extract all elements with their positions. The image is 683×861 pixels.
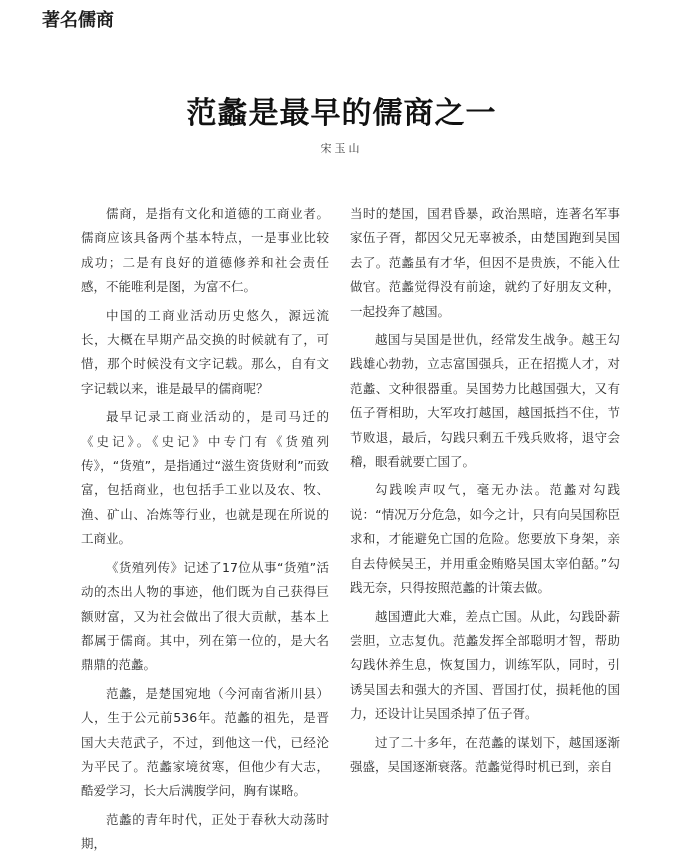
left-column bbox=[81, 202, 329, 861]
paragraph: 勾践唉声叹气，毫无办法。范蠡对勾践说：“情况万分危急，如今之计，只有向吴国称臣求和，才能避免亡国的危险。您要放下身架，亲自去侍候吴王，并用重金贿赂吴国太宰伯嚭。”勾践无奈，只得按照范蠡的计策去做。 bbox=[350, 482, 620, 596]
paragraph: 越国与吴国是世仇，经常发生战争。越王勾践雄心勃勃，立志富国强兵，正在招揽人才，对范蠡、文种很器重。吴国势力比越国强大，又有伍子胥相助，大军攻打越国，越国抵挡不住，节节败退，最后，勾践只剩五千残兵败将，退守会稽，眼看就要亡国了。 bbox=[350, 332, 620, 470]
section-label: 著名儒商 bbox=[42, 10, 114, 31]
paragraph: 当时的楚国，国君昏暴，政治黑暗，连著名军事家伍子胥，都因父兄无辜被杀，由楚国跑到吴国去了。范蠡虽有才华，但因不是贵族，不能入仕做官。范蠡觉得没有前途，就约了好朋友文种，一起投奔了越国。 bbox=[350, 206, 620, 319]
right-column bbox=[350, 202, 620, 783]
article-title: 范蠡是最早的儒商之一 bbox=[186, 96, 497, 131]
paragraph: 中国的工商业活动历史悠久，源远流长，大概在早期产品交换的时候就有了，可惜，那个时候没有文字记载。那么，自有文字记载以来，谁是最早的儒商呢？ bbox=[81, 307, 329, 396]
paragraph: 范蠡的青年时代，正处于春秋大动荡时期， bbox=[81, 811, 329, 852]
paragraph: 过了二十多年，在范蠡的谋划下，越国逐渐强盛，吴国逐渐衰落。范蠡觉得时机已到，亲自 bbox=[350, 734, 620, 774]
paragraph: 越国遭此大难，差点亡国。从此，勾践卧薪尝胆，立志复仇。范蠡发挥全部聪明才智，帮助勾践休养生息，恢复国力，训练军队，同时，引诱吴国去和强大的齐国、晋国打仗，损耗他的国力，还设计让吴国杀掉了伍子胥。 bbox=[350, 608, 620, 722]
article-author: 宋玉山 bbox=[320, 142, 363, 155]
paragraph: 范蠡，是楚国宛地（今河南省淅川县）人，生于公元前536年。范蠡的祖先，是晋国大夫范武子，不过，到他这一代，已经沦为平民了。范蠡家境贫寒，但他少有大志，酷爱学习，长大后满腹学问，胸有谋略。 bbox=[81, 685, 329, 799]
paragraph: 儒商，是指有文化和道德的工商业者。儒商应该具备两个基本特点，一是事业比较成功；二是有良好的道德修养和社会责任感，不能唯利是图，为富不仁。 bbox=[81, 206, 329, 295]
paragraph: 《货殖列传》记述了17位从事“货殖”活动的杰出人物的事迹，他们既为自己获得巨额财富，又为社会做出了很大贡献，基本上都属于儒商。其中，列在第一位的，是大名鼎鼎的范蠡。 bbox=[81, 559, 329, 673]
paragraph: 最早记录工商业活动的，是司马迁的《史记》。《史记》中专门有《货殖列传》，“货殖”，是指通过“滋生资货财利”而致富，包括商业，也包括手工业以及农、牧、渔、矿山、冶炼等行业，也就是现在所说的工商业。 bbox=[81, 409, 329, 547]
